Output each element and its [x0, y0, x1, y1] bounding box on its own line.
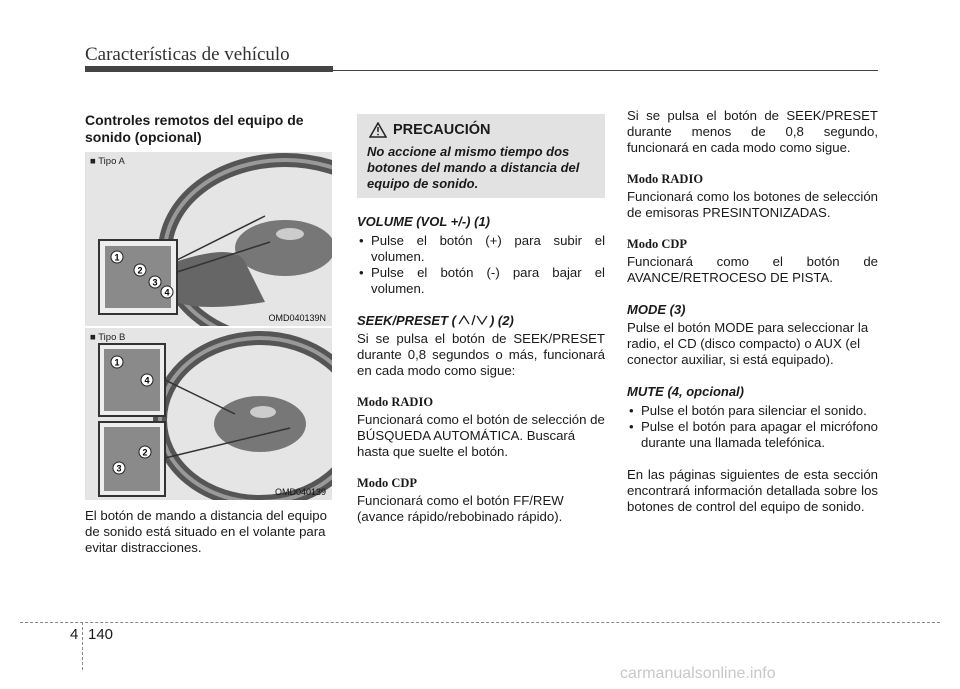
- mute-item: • Pulse el botón para apagar el micrófono durante una llamada telefónica.: [627, 419, 878, 451]
- svg-text:2: 2: [142, 447, 148, 458]
- callout-marker: [141, 374, 153, 386]
- figure-code-b: OMD040139: [274, 487, 326, 497]
- svg-text:3: 3: [116, 463, 122, 474]
- svg-text:4: 4: [144, 375, 150, 386]
- header-bar: [85, 66, 333, 72]
- svg-text:3: 3: [152, 277, 158, 288]
- middle-cdp-text: Funcionará como el botón FF/REW (avance rápido/rebobinado rápido).: [357, 493, 564, 524]
- steering-wheel-b-illustration: [85, 328, 332, 500]
- callout-marker: [161, 286, 173, 298]
- figure-tag-b: ■ Tipo B: [90, 332, 126, 343]
- left-body-text: El botón de mando a distancia del equipo de sonido está situado en el volante para evitar distracciones.: [85, 508, 327, 555]
- mute-list: [627, 403, 878, 451]
- figure-code-a: OMD040139N: [268, 313, 326, 323]
- volume-heading: VOLUME (VOL +/-) (1): [357, 214, 491, 229]
- volume-item: • Pulse el botón (+) para subir el volumen.: [357, 233, 605, 265]
- svg-text:1: 1: [114, 357, 120, 368]
- section-heading: Controles remotos del equipo de sonido (opcional): [85, 112, 304, 145]
- warning-triangle-icon: [369, 122, 387, 138]
- middle-radio-text: Funcionará como el botón de selección de BÚSQUEDA AUTOMÁTICA. Buscará hasta que suelte el botón.: [357, 412, 605, 459]
- page-number: 140: [88, 626, 114, 643]
- middle-radio-label: Modo RADIO: [357, 395, 434, 409]
- footer-divider: [82, 622, 83, 670]
- right-radio-text: Funcionará como los botones de selección de emisoras PRESINTONIZADAS.: [627, 189, 878, 220]
- callout-marker: [139, 446, 151, 458]
- figure-type-a: [85, 152, 332, 326]
- square-bullet-icon: ■: [90, 332, 99, 343]
- callout-marker: [111, 356, 123, 368]
- right-cdp-label: Modo CDP: [627, 237, 688, 251]
- mode-heading: MODE (3): [627, 302, 686, 317]
- mute-item: • Pulse el botón para silenciar el sonido.: [627, 403, 878, 419]
- caution-title: PRECAUCIÓN: [393, 122, 491, 138]
- footer-rule: [20, 622, 940, 623]
- running-header: Características de vehículo: [85, 44, 290, 65]
- figure-type-b: [85, 328, 332, 500]
- caution-text: No accione al mismo tiempo dos botones del mando a distancia del equipo de sonido.: [367, 144, 580, 191]
- mute-heading: MUTE (4, opcional): [627, 384, 744, 399]
- seek-text: Si se pulsa el botón de SEEK/PRESET durante 0,8 segundos o más, funcionará en cada modo como sigue:: [357, 331, 605, 378]
- seek-heading: SEEK/PRESET ( ) (2): [357, 313, 514, 328]
- closing-text: En las páginas siguientes de esta sección encontrará información detallada sobre los botones de control del equipo de sonido.: [627, 467, 878, 514]
- svg-text:4: 4: [164, 287, 170, 298]
- callout-marker: [111, 251, 123, 263]
- right-column: [627, 108, 878, 515]
- mode-text: Pulse el botón MODE para seleccionar la radio, el CD (disco compacto) o AUX (el conector auxiliar, si está equipado).: [627, 320, 869, 367]
- chapter-number: 4: [70, 626, 79, 643]
- right-cdp-text: Funcionará como el botón de AVANCE/RETROCESO DE PISTA.: [627, 254, 878, 285]
- callout-marker: [134, 264, 146, 276]
- middle-cdp-label: Modo CDP: [357, 476, 418, 490]
- right-radio-label: Modo RADIO: [627, 172, 704, 186]
- square-bullet-icon: ■: [90, 156, 99, 167]
- svg-text:2: 2: [137, 265, 143, 276]
- header-rule: [333, 70, 878, 71]
- middle-column: [357, 214, 605, 525]
- up-down-arrows-icon: [458, 314, 488, 326]
- callout-marker: [149, 276, 161, 288]
- right-intro: Si se pulsa el botón de SEEK/PRESET durante menos de 0,8 segundo, funcionará en cada modo como sigue.: [627, 108, 878, 155]
- figure-tag-a: ■ Tipo A: [90, 156, 125, 167]
- caution-box: [357, 114, 605, 198]
- volume-list: [357, 233, 605, 297]
- volume-item: • Pulse el botón (-) para bajar el volumen.: [357, 265, 605, 297]
- steering-wheel-a-illustration: [85, 152, 332, 326]
- callout-marker: [113, 462, 125, 474]
- svg-text:1: 1: [114, 252, 120, 263]
- watermark: carmanualsonline.info: [620, 665, 776, 682]
